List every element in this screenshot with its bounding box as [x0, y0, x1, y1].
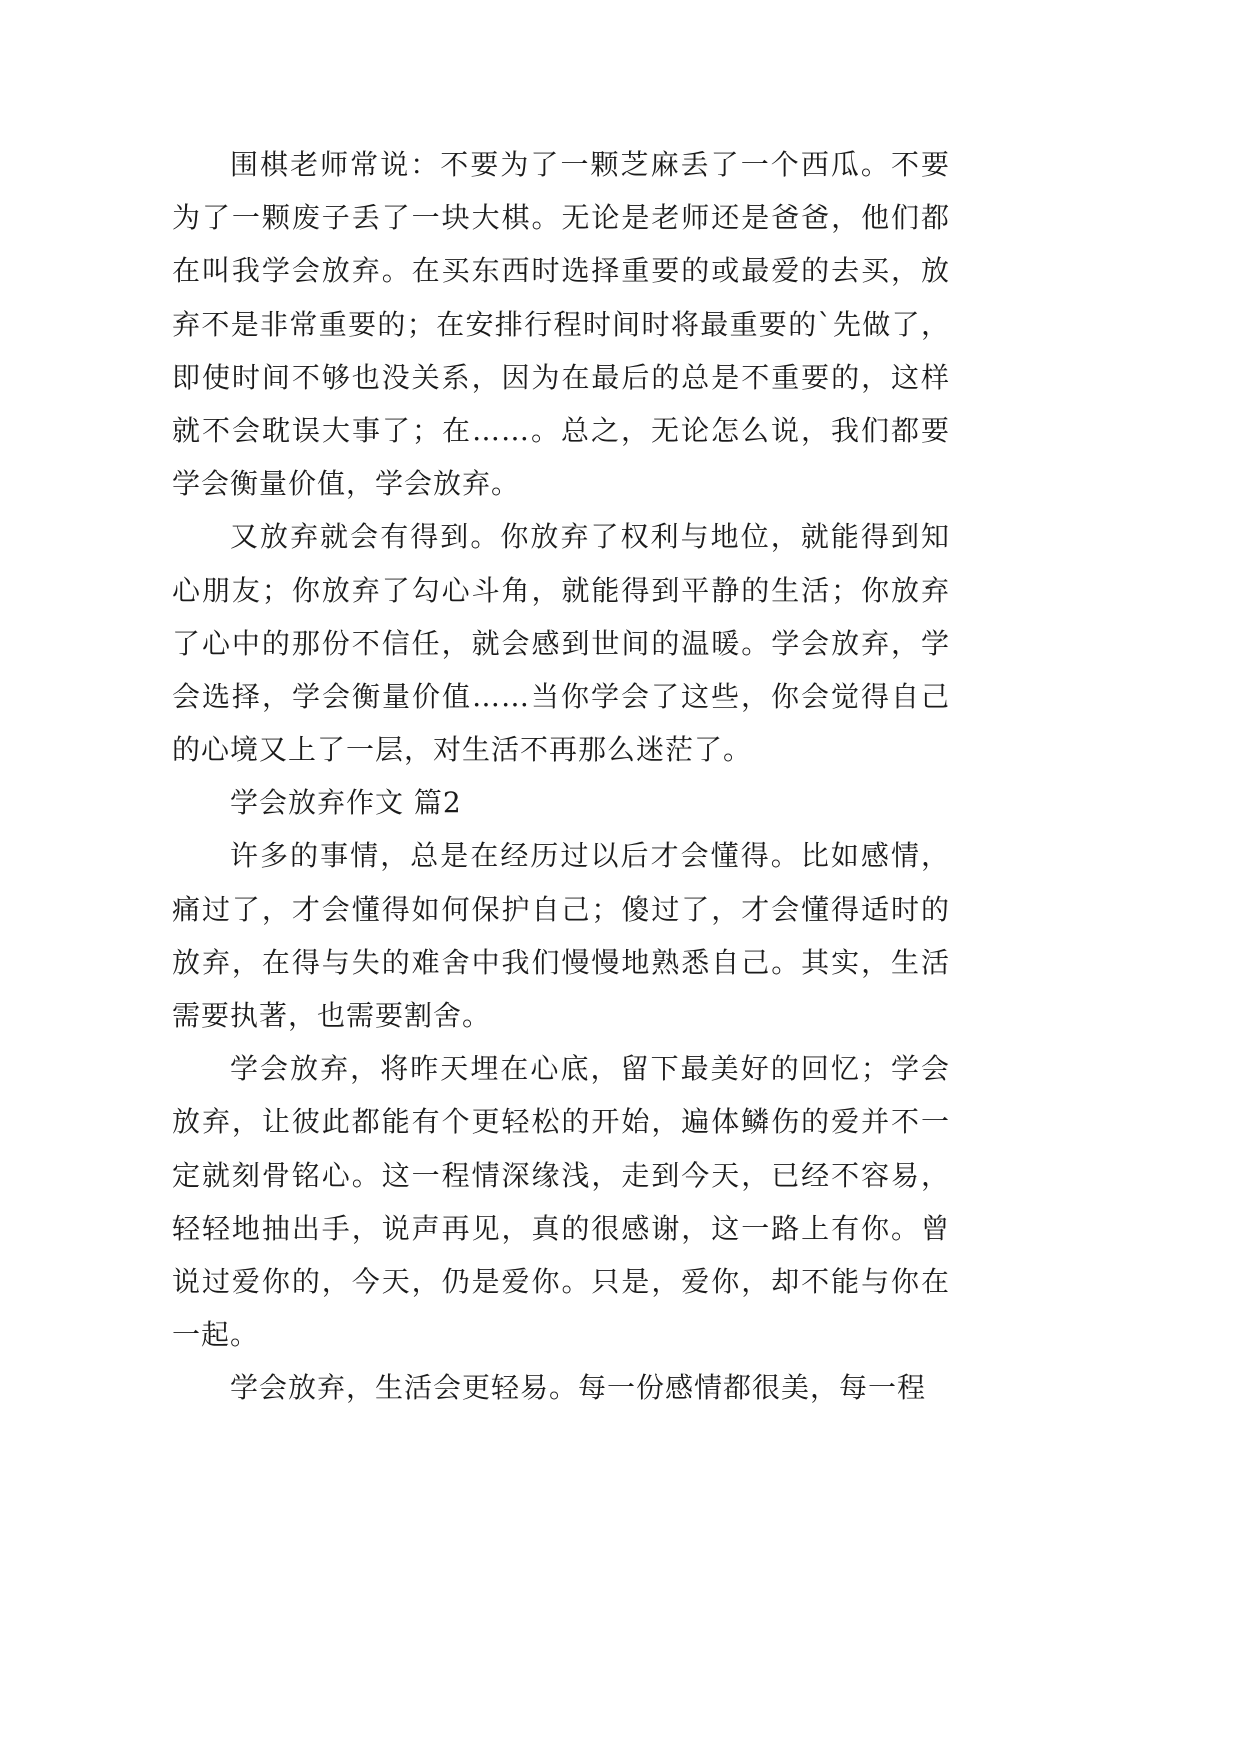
section-heading: 学会放弃作文 篇2: [230, 786, 462, 820]
text-line: 弃不是非常重要的；在安排行程时间时将最重要的`先做了，: [172, 307, 950, 341]
text-line: 围棋老师常说：不要为了一颗芝麻丢了一个西瓜。不要: [230, 148, 950, 181]
text-line: 会选择，学会衡量价值……当你学会了这些，你会觉得自己: [172, 679, 950, 713]
text-line: 为了一颗废子丢了一块大棋。无论是老师还是爸爸，他们都: [172, 201, 950, 235]
text-line: 一起。: [172, 1318, 260, 1352]
text-line: 学会放弃，将昨天埋在心底，留下最美好的回忆；学会: [230, 1052, 950, 1086]
text-line: 需要执著，也需要割舍。: [172, 999, 492, 1032]
text-line: 定就刻骨铭心。这一程情深缘浅，走到今天，已经不容易，: [172, 1158, 950, 1192]
text-line: 在叫我学会放弃。在买东西时选择重要的或最爱的去买，放: [172, 254, 950, 288]
text-line: 就不会耽误大事了；在……。总之，无论怎么说，我们都要: [172, 413, 950, 447]
paragraph: [172, 1361, 950, 1414]
text-line: 说过爱你的，今天，仍是爱你。只是，爱你，却不能与你在: [172, 1264, 950, 1298]
text-line: 放弃，在得与失的难舍中我们慢慢地熟悉自己。其实，生活: [172, 945, 950, 979]
text-line: 了心中的那份不信任，就会感到世间的温暖。学会放弃，学: [172, 626, 950, 660]
text-line: 又放弃就会有得到。你放弃了权利与地位，就能得到知: [230, 520, 950, 554]
paragraph: [172, 1042, 950, 1361]
text-line: 痛过了，才会懂得如何保护自己；傻过了，才会懂得适时的: [172, 892, 950, 926]
text-line: 学会放弃，生活会更轻易。每一份感情都很美，每一程: [230, 1371, 927, 1405]
text-line: 放弃，让彼此都能有个更轻松的开始，遍体鳞伤的爱并不一: [172, 1105, 950, 1139]
paragraph: [172, 829, 950, 1042]
text-line: 心朋友；你放弃了勾心斗角，就能得到平静的生活；你放弃: [172, 573, 950, 607]
text-line: 即使时间不够也没关系，因为在最后的总是不重要的，这样: [172, 360, 950, 394]
text-line: 许多的事情，总是在经历过以后才会懂得。比如感情，: [230, 839, 950, 873]
document-body: [172, 138, 950, 1415]
paragraph: [172, 510, 950, 776]
text-line: 轻轻地抽出手，说声再见，真的很感谢，这一路上有你。曾: [172, 1211, 950, 1245]
text-line: 学会衡量价值，学会放弃。: [172, 467, 521, 501]
text-line: 的心境又上了一层，对生活不再那么迷茫了。: [172, 733, 753, 767]
paragraph: [172, 138, 950, 510]
